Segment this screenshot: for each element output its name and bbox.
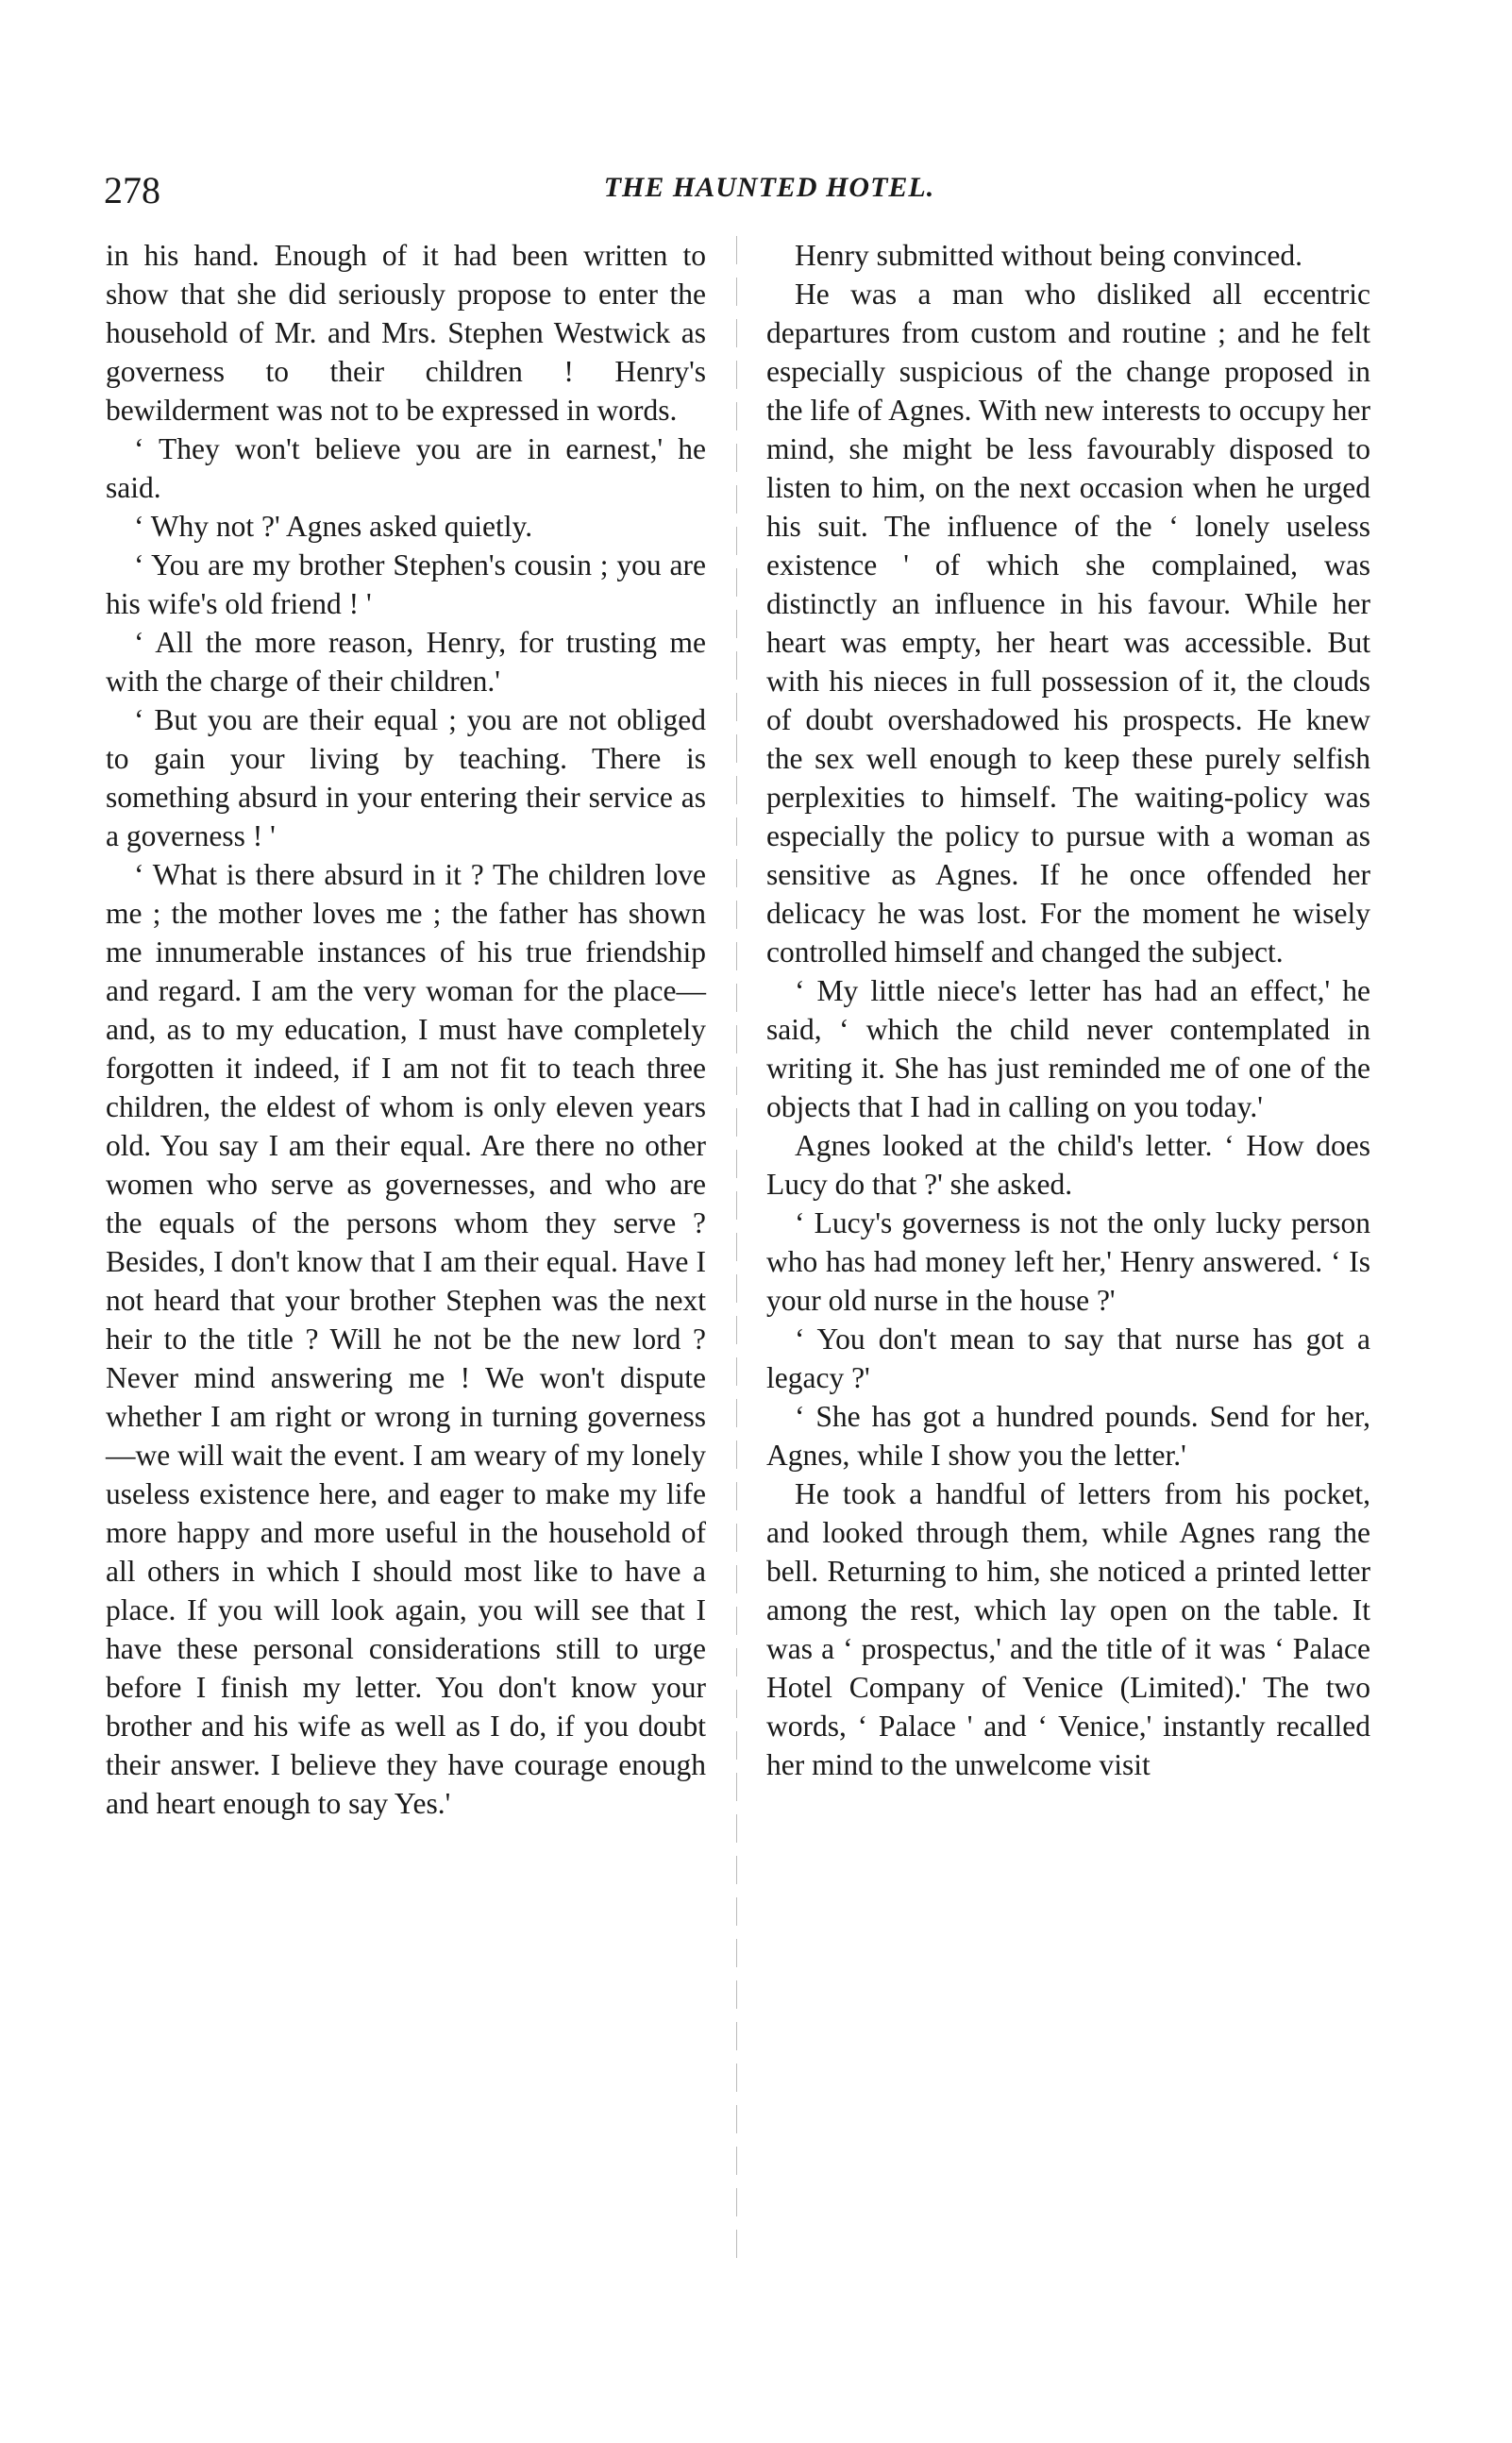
page-number: 278: [104, 169, 160, 211]
left-column: [106, 236, 706, 1823]
paragraph: He was a man who disliked all eccentric departures from custom and routine ; and he felt especially suspicious of the change proposed in the life of Agnes. With new interests to occupy her mind, she might be less favourably disposed to listen to him, on the next occasion when he urged his suit. The influence of the ‘ lonely useless existence ' of which she complained, was distinctly an influence in his favour. While her heart was empty, her heart was accessible. But with his nieces in full possession of it, the clouds of doubt overshadowed his prospects. He knew the sex well enough to keep these purely selfish perplexities to himself. The waiting-policy was especially the policy to pursue with a woman as sensitive as Agnes. If he once offended her delicacy he was lost. For the moment he wisely controlled himself and changed the subject.: [766, 278, 1370, 969]
paragraph: in his hand. Enough of it had been written to show that she did seriously propose to enter the household of Mr. and Mrs. Stephen Westwick as governess to their children ! Henry's bewilderment was not to be expressed in words.: [106, 239, 706, 427]
paragraph: ‘ All the more reason, Henry, for trusting me with the charge of their children.': [106, 626, 706, 698]
paragraph: ‘ They won't believe you are in earnest,' he said.: [106, 432, 706, 504]
paragraph: ‘ My little niece's letter has had an effect,' he said, ‘ which the child never contemplated in writing it. She has just reminded me of one of the objects that I had in calling on you today.': [766, 974, 1370, 1123]
paragraph: ‘ Why not ?' Agnes asked quietly.: [134, 510, 533, 543]
paragraph: ‘ You don't mean to say that nurse has got a legacy ?': [766, 1323, 1370, 1394]
column-divider: [736, 236, 737, 2266]
page-header: [104, 168, 1378, 215]
paragraph: ‘ But you are their equal ; you are not obliged to gain your living by teaching. There is something absurd in your entering their service as a governess ! ': [106, 703, 706, 852]
paragraph: ‘ Lucy's governess is not the only lucky person who has had money left her,' Henry answered. ‘ Is your old nurse in the house ?': [766, 1206, 1370, 1317]
right-column: [766, 236, 1370, 1784]
paragraph: ‘ You are my brother Stephen's cousin ; you are his wife's old friend ! ': [106, 548, 706, 620]
paragraph: ‘ She has got a hundred pounds. Send for her, Agnes, while I show you the letter.': [766, 1400, 1370, 1472]
paragraph: Agnes looked at the child's letter. ‘ How does Lucy do that ?' she asked.: [766, 1129, 1370, 1201]
running-title: THE HAUNTED HOTEL.: [603, 172, 935, 203]
paragraph: Henry submitted without being convinced.: [795, 239, 1303, 272]
paragraph: ‘ What is there absurd in it ? The children love me ; the mother loves me ; the father has shown me innumerable instances of his true friendship and regard. I am the very woman for the place—and, as to my education, I must have completely forgotten it indeed, if I am not fit to teach three children, the eldest of whom is only eleven years old. You say I am their equal. Are there no other women who serve as governesses, and who are the equals of the persons whom they serve ? Besides, I don't know that I am their equal. Have I not heard that your brother Stephen was the next heir to the title ? Will he not be the new lord ? Never mind answering me ! We won't dispute whether I am right or wrong in turning governess—we will wait the event. I am weary of my lonely useless existence here, and eager to make my life more happy and more useful in the household of all others in which I should most like to have a place. If you will look again, you will see that I have these personal considerations still to urge before I finish my letter. You don't know your brother and his wife as well as I do, if you doubt their answer. I believe they have courage enough and heart enough to say Yes.': [106, 858, 706, 1820]
paragraph: He took a handful of letters from his pocket, and looked through them, while Agnes rang the bell. Returning to him, she noticed a printed letter among the rest, which lay open on the table. It was a ‘ prospectus,' and the title of it was ‘ Palace Hotel Company of Venice (Limited).' The two words, ‘ Palace ' and ‘ Venice,' instantly recalled her mind to the unwelcome visit: [766, 1477, 1370, 1781]
